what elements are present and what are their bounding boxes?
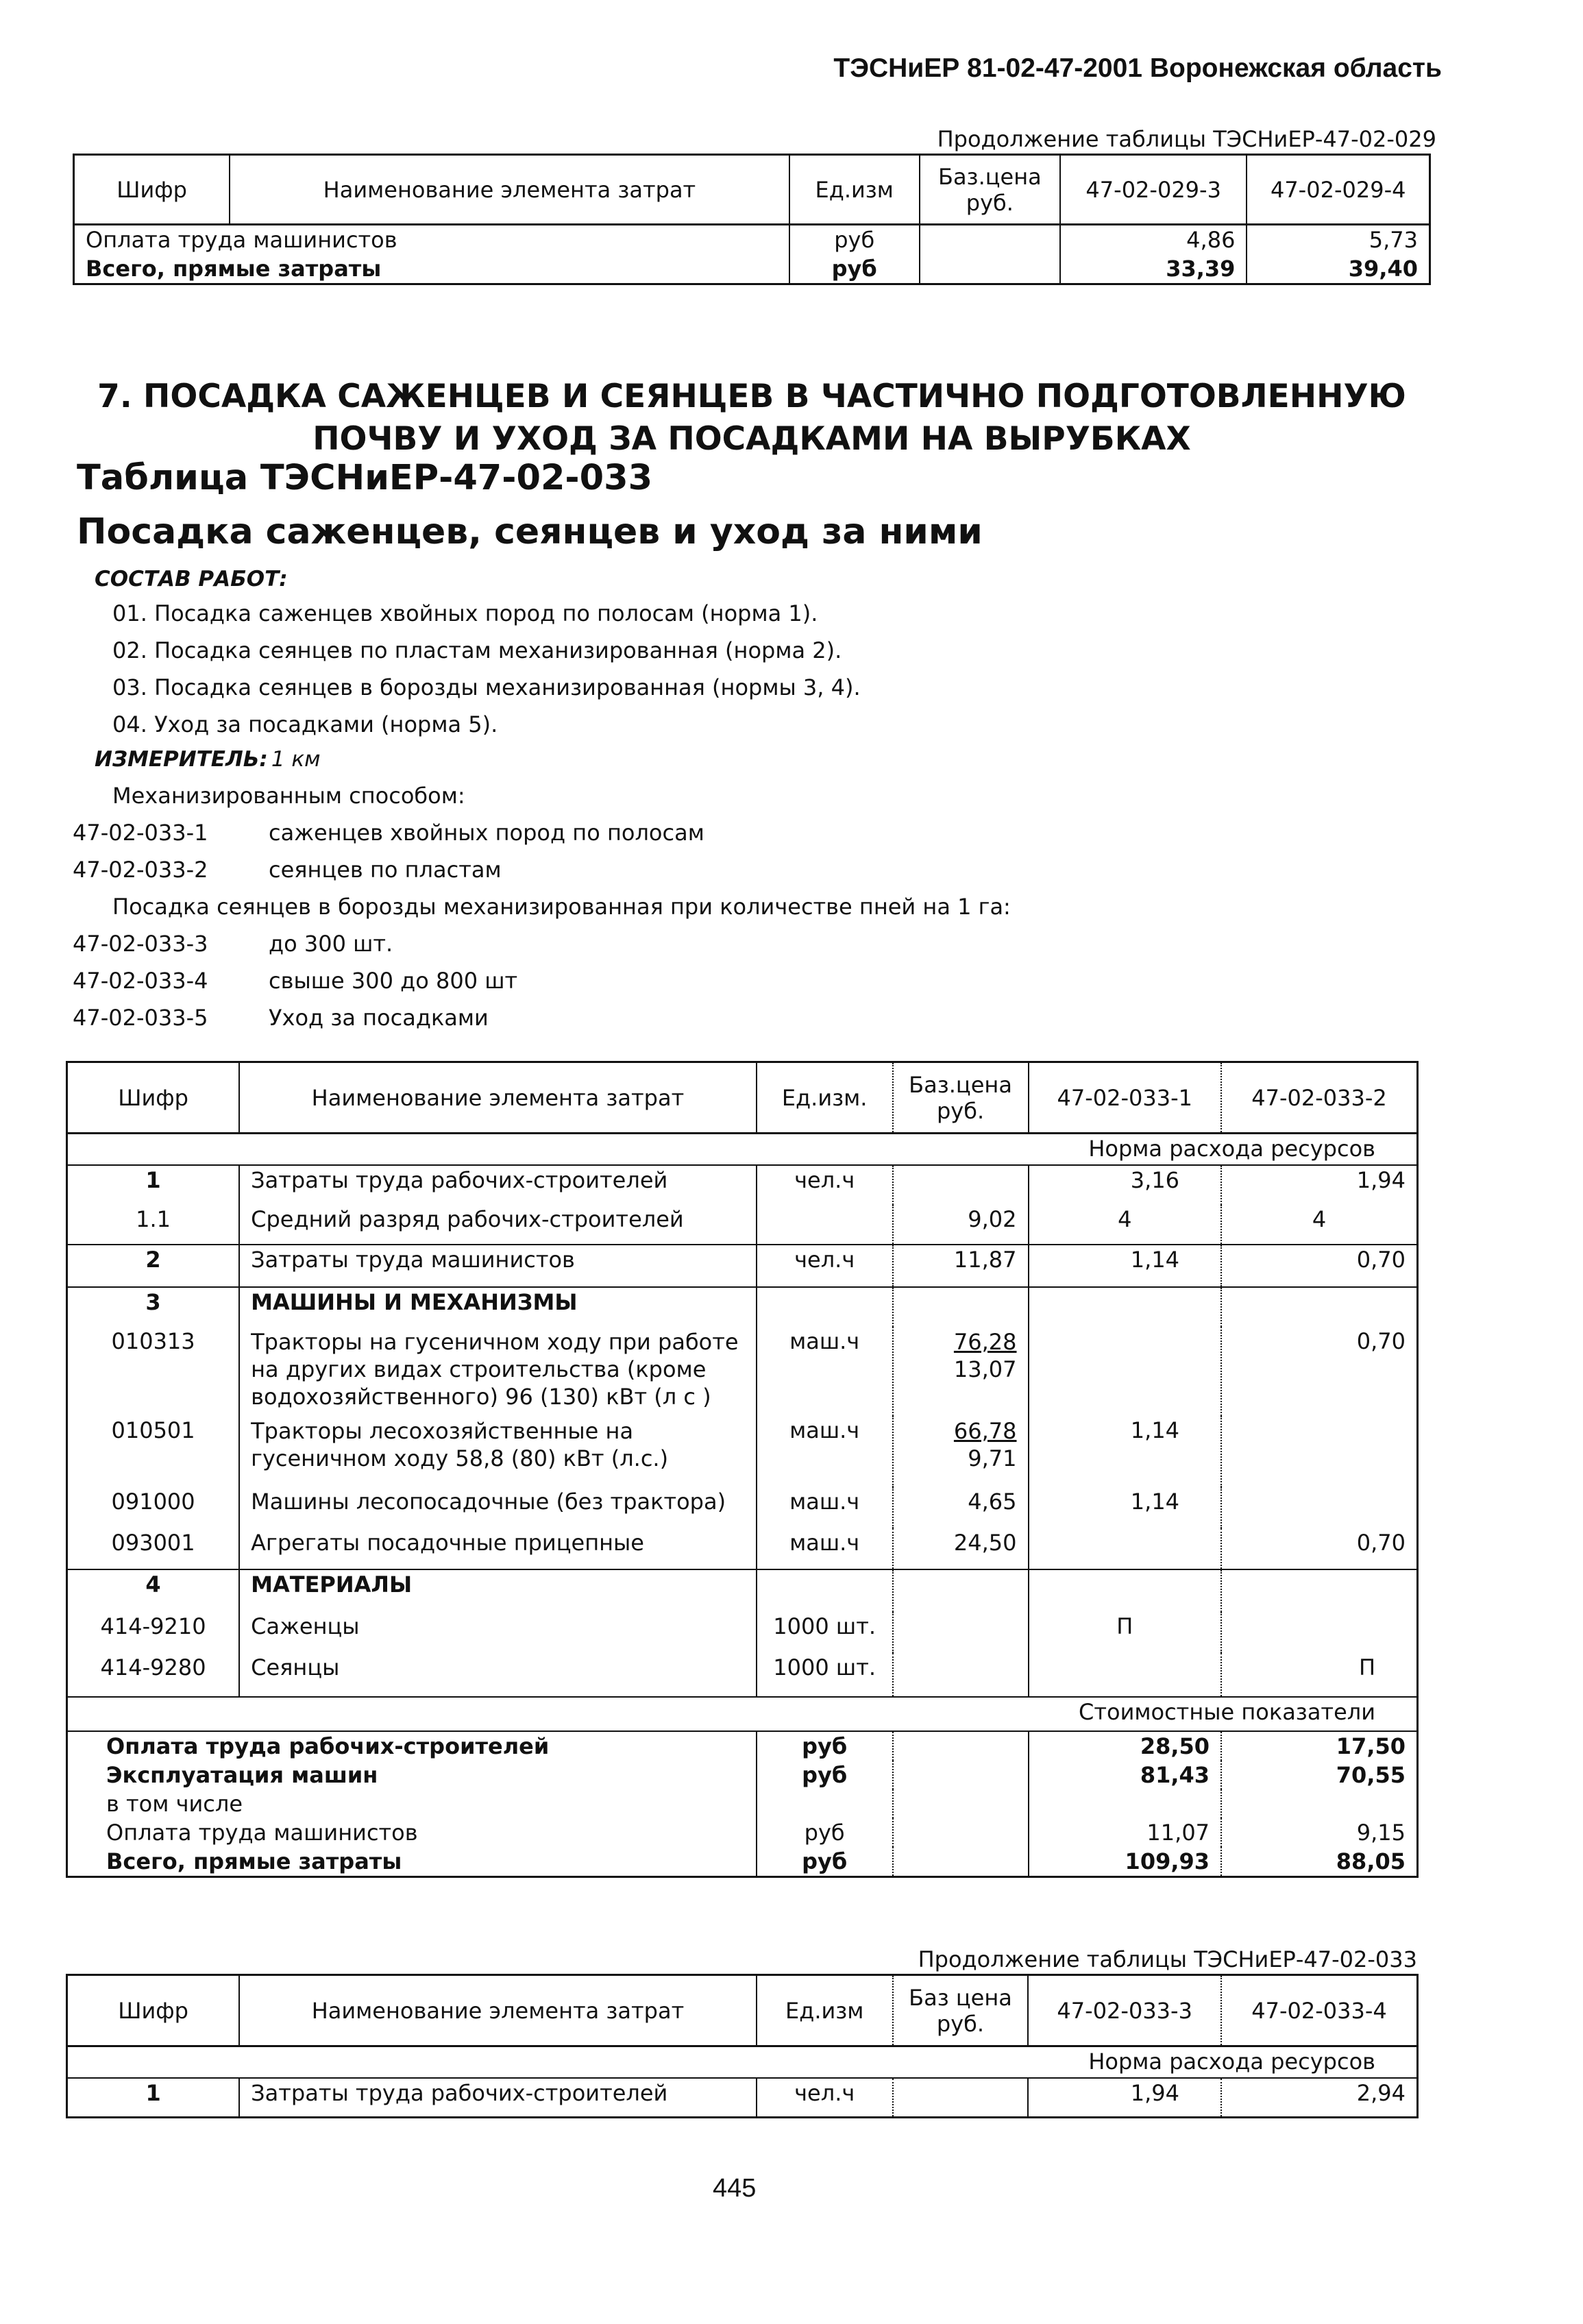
- norm-code: 47-02-033-5: [73, 1005, 208, 1031]
- table3-head-unit: Ед.изм: [757, 1975, 893, 2046]
- cost-v1: 109,93: [1029, 1847, 1222, 1877]
- table1-caption: Продолжение таблицы ТЭСНиЕР-47-02-029: [937, 126, 1436, 152]
- row-price: 76,28: [953, 1328, 1017, 1355]
- table3-head-col1: 47-02-033-3: [1028, 1975, 1221, 2046]
- row-unit: маш.ч: [757, 1487, 893, 1528]
- table-row: [67, 2078, 1418, 2118]
- table1-row-v1: 4,86: [1060, 225, 1247, 255]
- table-row: [67, 1789, 1418, 1818]
- cost-name: в том числе: [106, 1790, 243, 1817]
- row-v2: [1221, 1612, 1417, 1653]
- row-v1: [1029, 1528, 1222, 1569]
- row-unit: 1000 шт.: [757, 1653, 893, 1697]
- row-v2: 0,70: [1221, 1327, 1417, 1416]
- table-row: [67, 1287, 1418, 1327]
- table1-row-unit: руб: [789, 225, 920, 255]
- row-name: Затраты труда рабочих-строителей: [239, 2078, 757, 2118]
- cost-v1: 11,07: [1029, 1818, 1222, 1847]
- row-v1: [1029, 1653, 1222, 1697]
- work-item: 01. Посадка саженцев хвойных пород по полосам (норма 1).: [112, 600, 818, 626]
- document-header: ТЭСНиЕР 81-02-47-2001 Воронежская область: [833, 53, 1442, 83]
- meter-value: 1 км: [271, 747, 321, 772]
- table-row: [67, 1416, 1418, 1487]
- row-v2: 0,70: [1221, 1245, 1417, 1287]
- table1-row-unit: руб: [789, 254, 920, 284]
- row-name: Тракторы лесохозяйственные на гусеничном ходу 58,8 (80) кВт (л.с.): [239, 1416, 757, 1487]
- section-title-line2: ПОЧВУ И УХОД ЗА ПОСАДКАМИ НА ВЫРУБКАХ: [312, 420, 1191, 458]
- row-name: Агрегаты посадочные прицепные: [239, 1528, 757, 1569]
- row-v1: [1029, 1327, 1222, 1416]
- cost-name: Эксплуатация машин: [106, 1761, 378, 1788]
- cost-unit: руб: [757, 1847, 893, 1877]
- row-unit: чел.ч: [757, 1245, 893, 1287]
- row-price: 66,78: [953, 1417, 1017, 1444]
- row-v2: 4: [1221, 1205, 1417, 1245]
- row-price: [893, 1165, 1029, 1205]
- cost-v2: 70,55: [1221, 1761, 1417, 1789]
- table3-caption: Продолжение таблицы ТЭСНиЕР-47-02-033: [918, 1946, 1417, 1972]
- cost-v1: 81,43: [1029, 1761, 1222, 1789]
- row-v1: 4: [1029, 1205, 1222, 1245]
- row-code: 093001: [111, 1529, 195, 1556]
- table1-row-v2: 5,73: [1247, 225, 1429, 255]
- row-v2: 1,94: [1221, 1165, 1417, 1205]
- row-code: 091000: [111, 1488, 195, 1515]
- table2-head-code: Шифр: [67, 1062, 240, 1134]
- table-row: [67, 1731, 1418, 1761]
- table1-head-unit: Ед.изм: [789, 155, 920, 225]
- table-row: [67, 1487, 1418, 1528]
- norm-desc: до 300 шт.: [269, 931, 393, 957]
- table1-row-name: Всего, прямые затраты: [86, 256, 382, 282]
- row-code: 4: [67, 1569, 240, 1612]
- row-v1: 1,14: [1029, 1416, 1222, 1487]
- row-name: Затраты труда машинистов: [239, 1245, 757, 1287]
- row-code: 3: [67, 1287, 240, 1327]
- row-unit: чел.ч: [757, 1165, 893, 1205]
- norm-code: 47-02-033-3: [73, 931, 208, 957]
- table-row: [67, 1653, 1418, 1697]
- cost-v2: 88,05: [1221, 1847, 1417, 1877]
- table1-head-price: Баз.цена руб.: [920, 155, 1060, 225]
- cost-name: Оплата труда рабочих-строителей: [67, 1731, 757, 1761]
- row-code: 010501: [111, 1417, 195, 1443]
- row-v1: 1,14: [1029, 1245, 1222, 1287]
- row-name: Машины лесопосадочные (без трактора): [239, 1487, 757, 1528]
- cost-unit: руб: [757, 1818, 893, 1847]
- table2-head-col2: 47-02-033-2: [1221, 1062, 1417, 1134]
- table3-head-name: Наименование элемента затрат: [239, 1975, 757, 2046]
- furrow-label: Посадка сеянцев в борозды механизированная при количестве пней на 1 га:: [112, 894, 1011, 920]
- norm-label: Норма расхода ресурсов: [1088, 1136, 1375, 1162]
- norm-desc: свыше 300 до 800 шт: [269, 968, 518, 994]
- table-row: [67, 1569, 1418, 1612]
- table-row: [67, 1818, 1418, 1847]
- table1: [73, 154, 1431, 285]
- cost-v1: 28,50: [1029, 1731, 1222, 1761]
- row-unit: [757, 1205, 893, 1245]
- table-name: Таблица ТЭСНиЕР-47-02-033: [77, 458, 653, 498]
- cost-unit: руб: [757, 1731, 893, 1761]
- row-name: Тракторы на гусеничном ходу при работе на других видах строительства (кроме водохозяйственного) 96 (130) кВт (л с ): [239, 1327, 757, 1416]
- row-price: 24,50: [893, 1528, 1029, 1569]
- table-row: [67, 1761, 1418, 1789]
- row-code: 414-9210: [100, 1613, 206, 1639]
- table-subtitle: Посадка саженцев, сеянцев и уход за ними: [77, 511, 983, 552]
- norm-desc: Уход за посадками: [269, 1005, 489, 1031]
- work-item: 03. Посадка сеянцев в борозды механизированная (нормы 3, 4).: [112, 674, 861, 700]
- table-row: [67, 1245, 1418, 1287]
- table1-row-v1: 33,39: [1060, 254, 1247, 284]
- row-v1: 1,94: [1028, 2078, 1221, 2118]
- table3-head-col2: 47-02-033-4: [1221, 1975, 1418, 2046]
- norm-code: 47-02-033-2: [73, 857, 208, 883]
- row-code: 2: [67, 1245, 240, 1287]
- row-price: 11,87: [893, 1245, 1029, 1287]
- row-price-2: 9,71: [968, 1445, 1017, 1471]
- row-unit: маш.ч: [757, 1528, 893, 1569]
- table2: [66, 1061, 1419, 1878]
- row-v1: 1,14: [1029, 1487, 1222, 1528]
- mech-label: Механизированным способом:: [112, 783, 465, 809]
- cost-name: Оплата труда машинистов: [106, 1819, 418, 1846]
- table-row: [74, 225, 1430, 255]
- norm-desc: сеянцев по пластам: [269, 857, 502, 883]
- table1-head-code: Шифр: [74, 155, 230, 225]
- row-code: 1.1: [136, 1206, 171, 1232]
- table1-head-col2: 47-02-029-4: [1247, 155, 1429, 225]
- section-title-line1: 7. ПОСАДКА САЖЕНЦЕВ И СЕЯНЦЕВ В ЧАСТИЧНО ПОДГОТОВЛЕННУЮ: [97, 378, 1406, 415]
- table-row: [67, 1165, 1418, 1205]
- cost-label: Стоимостные показатели: [67, 1697, 1418, 1731]
- row-name: МАШИНЫ И МЕХАНИЗМЫ: [239, 1287, 757, 1327]
- table1-row-name: Оплата труда машинистов: [86, 227, 397, 253]
- row-name: Средний разряд рабочих-строителей: [239, 1205, 757, 1245]
- row-v2: [1221, 1487, 1417, 1528]
- cost-v2: 9,15: [1221, 1818, 1417, 1847]
- table-row: [67, 1327, 1418, 1416]
- work-item: 04. Уход за посадками (норма 5).: [112, 711, 498, 737]
- table3-head-code: Шифр: [67, 1975, 240, 2046]
- row-unit: маш.ч: [757, 1327, 893, 1416]
- row-name: Сеянцы: [239, 1653, 757, 1697]
- cost-unit: руб: [757, 1761, 893, 1789]
- table3: [66, 1974, 1419, 2118]
- row-code: 1: [67, 1165, 240, 1205]
- table-row: [74, 254, 1430, 284]
- table-row: [67, 1847, 1418, 1877]
- table3-head-price: Баз цена руб.: [893, 1975, 1029, 2046]
- row-name: Затраты труда рабочих-строителей: [239, 1165, 757, 1205]
- table2-head-col1: 47-02-033-1: [1029, 1062, 1222, 1134]
- works-label: СОСТАВ РАБОТ:: [95, 567, 288, 591]
- row-price: 9,02: [893, 1205, 1029, 1245]
- cost-name: Всего, прямые затраты: [106, 1848, 402, 1874]
- meter-label: ИЗМЕРИТЕЛЬ:: [95, 747, 268, 772]
- table1-head-name: Наименование элемента затрат: [230, 155, 789, 225]
- row-v2: 0,70: [1221, 1528, 1417, 1569]
- row-v2: П: [1221, 1653, 1417, 1697]
- row-price: 4,65: [893, 1487, 1029, 1528]
- table1-row-v2: 39,40: [1247, 254, 1429, 284]
- row-code: 010313: [111, 1328, 195, 1354]
- row-unit: чел.ч: [757, 2078, 893, 2118]
- table2-head-name: Наименование элемента затрат: [239, 1062, 757, 1134]
- norm-desc: саженцев хвойных пород по полосам: [269, 820, 704, 846]
- row-name: Саженцы: [239, 1612, 757, 1653]
- row-v1: 3,16: [1029, 1165, 1222, 1205]
- row-v1: П: [1029, 1612, 1222, 1653]
- norm-label: Норма расхода ресурсов: [1088, 2048, 1375, 2075]
- table-row: [67, 1612, 1418, 1653]
- table-row: [67, 1205, 1418, 1245]
- table1-head-col1: 47-02-029-3: [1060, 155, 1247, 225]
- table2-head-price: Баз.цена руб.: [893, 1062, 1029, 1134]
- norm-code: 47-02-033-4: [73, 968, 208, 994]
- row-code: 414-9280: [100, 1654, 206, 1680]
- row-code: 1: [67, 2078, 240, 2118]
- row-unit: маш.ч: [757, 1416, 893, 1487]
- page-number: 445: [713, 2174, 757, 2203]
- row-name: МАТЕРИАЛЫ: [239, 1569, 757, 1612]
- cost-v2: 17,50: [1221, 1731, 1417, 1761]
- row-unit: 1000 шт.: [757, 1612, 893, 1653]
- row-v2: [1221, 1416, 1417, 1487]
- table-row: [67, 1528, 1418, 1569]
- table2-head-unit: Ед.изм.: [757, 1062, 893, 1134]
- row-price-2: 13,07: [953, 1356, 1017, 1382]
- work-item: 02. Посадка сеянцев по пластам механизированная (норма 2).: [112, 637, 842, 663]
- row-v2: 2,94: [1221, 2078, 1418, 2118]
- norm-code: 47-02-033-1: [73, 820, 208, 846]
